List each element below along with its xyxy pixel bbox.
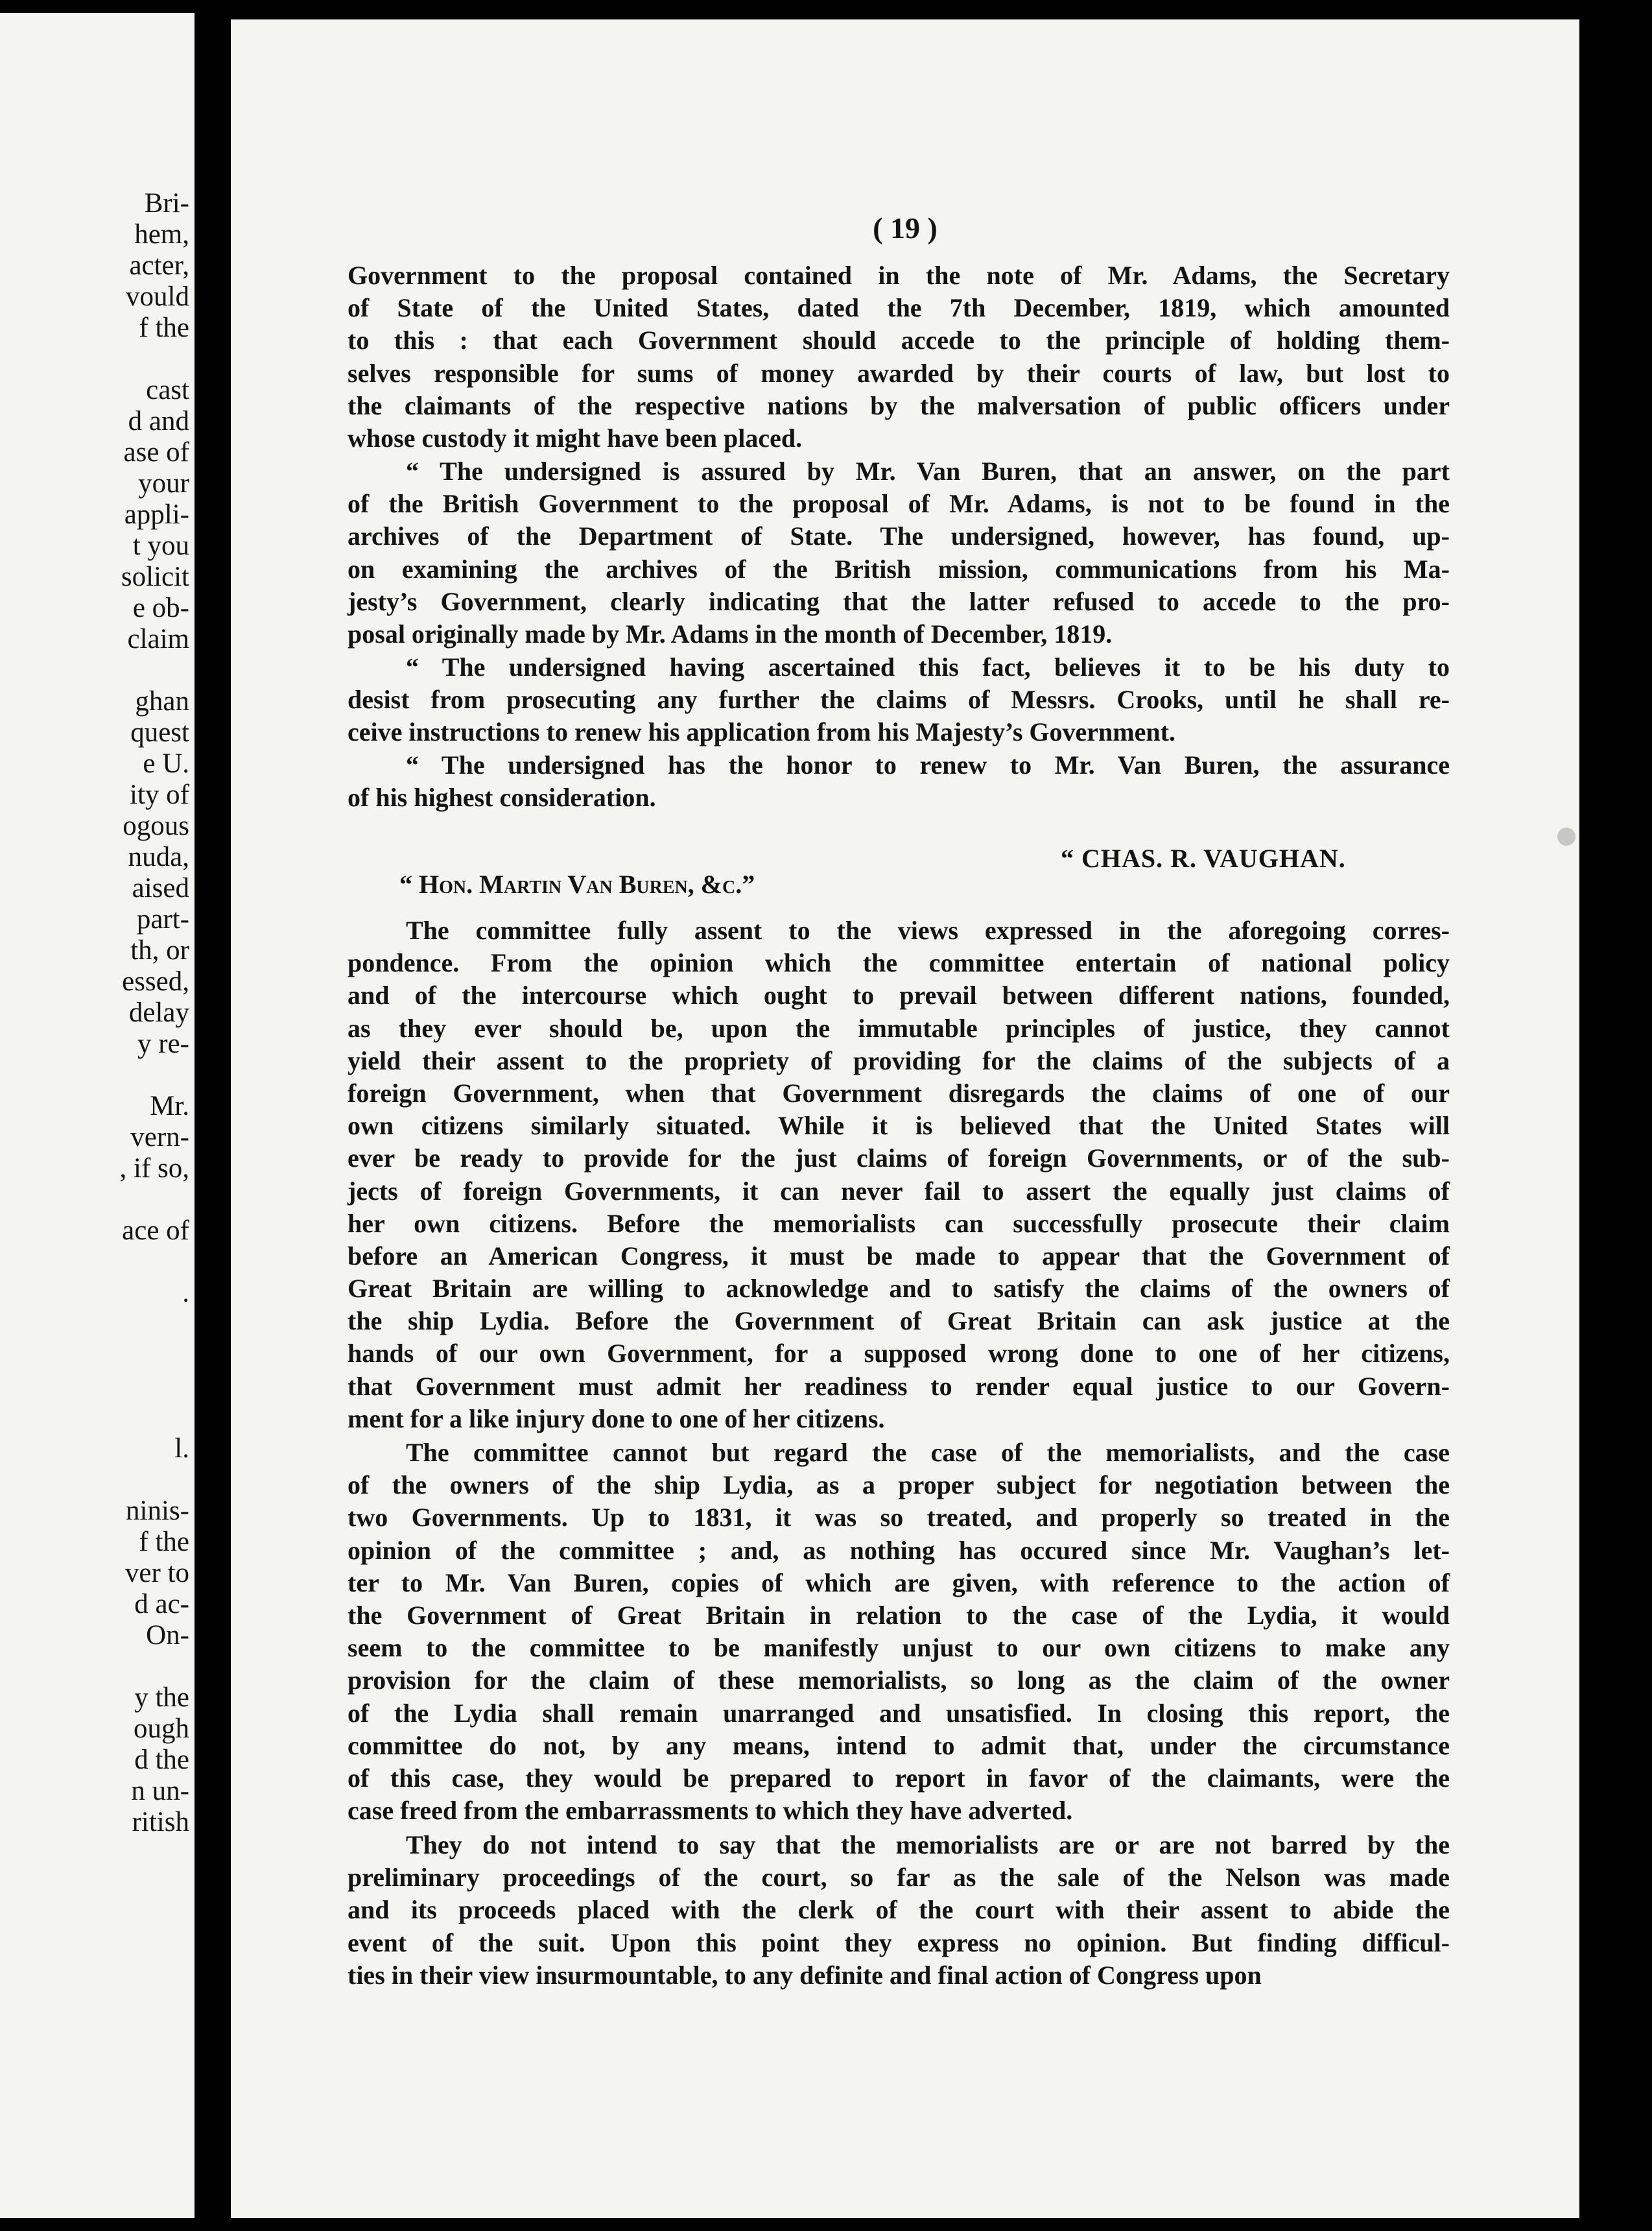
left-fragment-line: acter, [129, 250, 189, 281]
left-fragment-line [0, 1247, 189, 1278]
text-line: as they ever should be, upon the immutable principles of justice, they cannot [348, 1013, 1450, 1043]
left-fragment-line: d the [134, 1745, 189, 1775]
left-fragment-line: e U. [143, 748, 189, 779]
left-fragment-line [0, 1340, 189, 1371]
left-fragment-line: ase of [123, 437, 189, 468]
left-fragment-line [0, 1371, 189, 1402]
left-fragment-line [0, 1309, 189, 1340]
page-gutter [195, 0, 231, 2231]
left-fragment-line: aised [132, 873, 189, 903]
signature: “ CHAS. R. VAUGHAN. [1061, 844, 1346, 873]
addressee: “ Hon. Martin Van Buren, &c.” [399, 870, 755, 899]
left-fragment-line: vern- [130, 1122, 189, 1152]
text-line: two Governments. Up to 1831, it was so treated, and properly so treated in the [348, 1503, 1450, 1533]
left-fragment-line [0, 1651, 189, 1682]
left-fragment-line: ninis- [126, 1496, 189, 1526]
left-fragment-line: your [138, 468, 189, 499]
paragraph-not-barred [348, 1829, 1450, 1992]
left-fragment-line: ough [134, 1713, 189, 1744]
text-line: her own citizens. Before the memorialists can successfully prosecute their claim [348, 1208, 1450, 1238]
left-fragment-line [0, 1060, 189, 1091]
left-fragment-line: solicit [121, 562, 189, 592]
text-line: before an American Congress, it must be made to appear that the Government of [348, 1241, 1450, 1271]
text-line: “ The undersigned having ascertained this fact, believes it to be his duty to [406, 652, 1450, 682]
text-line: pondence. From the opinion which the committee entertain of national policy [348, 948, 1450, 978]
left-fragment-line: claim [127, 624, 189, 654]
text-line: The committee fully assent to the views expressed in the aforegoing corres- [406, 916, 1450, 945]
left-fragment-line: d ac- [134, 1589, 189, 1619]
left-fragment-line: ver to [124, 1558, 189, 1588]
left-fragment-line: t you [132, 531, 189, 561]
text-line: of State of the United States, dated the 7th December, 1819, which amounted [348, 293, 1450, 323]
left-fragment-line: ogous [123, 811, 189, 841]
paragraph-committee-assent [348, 914, 1450, 1435]
paper-speck-icon [1547, 817, 1579, 856]
text-line: preliminary proceedings of the court, so far as the sale of the Nelson was made [348, 1863, 1450, 1892]
left-fragment-line: , if so, [119, 1153, 189, 1184]
left-fragment-line: essed, [122, 966, 189, 997]
text-line: archives of the Department of State. The undersigned, however, has found, up- [348, 521, 1450, 551]
left-fragment-line [0, 1184, 189, 1215]
left-fragment-line: quest [130, 717, 189, 748]
page-number: ( 19 ) [873, 211, 938, 245]
document-page [231, 19, 1579, 2218]
text-line: posal originally made by Mr. Adams in the month of December, 1819. [348, 619, 1113, 649]
text-line: on examining the archives of the British mission, communications from his Ma- [348, 554, 1450, 584]
text-line: of this case, they would be prepared to report in favor of the claimants, were the [348, 1763, 1450, 1793]
left-fragment-line: hem, [134, 219, 189, 250]
text-line: hands of our own Government, for a supposed wrong done to one of her citizens, [348, 1339, 1450, 1368]
text-line: jects of foreign Governments, it can never fail to assert the equally just claims of [348, 1176, 1450, 1206]
left-fragment-line: d and [128, 406, 189, 436]
text-line: ties in their view insurmountable, to any definite and final action of Congress upon [348, 1960, 1262, 1990]
text-line: of the Lydia shall remain unarranged and unsatisfied. In closing this report, the [348, 1698, 1450, 1728]
left-fragment-line [0, 1402, 189, 1433]
text-line: ter to Mr. Van Buren, copies of which are given, with reference to the action of [348, 1568, 1450, 1597]
text-line: that Government must admit her readiness to render equal justice to our Govern- [348, 1371, 1450, 1401]
left-fragment-line: Mr. [150, 1091, 189, 1121]
text-line: whose custody it might have been placed. [348, 423, 803, 453]
text-line: the claimants of the respective nations by the malversation of public officers under [348, 390, 1450, 420]
left-fragment-line: ity of [130, 780, 189, 810]
left-fragment-line: . [182, 1278, 189, 1308]
left-page-text [0, 188, 189, 1838]
text-line: of the owners of the ship Lydia, as a proper subject for negotiation between the [348, 1470, 1450, 1500]
left-fragment-line: ritish [132, 1807, 189, 1837]
left-fragment-line [0, 344, 189, 375]
left-fragment-line: f the [139, 313, 189, 343]
left-fragment-line: part- [136, 904, 189, 935]
left-fragment-line: nuda, [128, 842, 189, 872]
text-line: foreign Government, when that Government disregards the claims of one of our [348, 1078, 1450, 1108]
left-fragment-line: l. [174, 1433, 189, 1464]
text-line: Great Britain are willing to acknowledge and to satisfy the claims of the owners of [348, 1274, 1450, 1304]
left-fragment-line: ace of [122, 1215, 189, 1246]
text-line: yield their assent to the propriety of providing for the claims of the subjects of a [348, 1045, 1450, 1075]
left-fragment-line: delay [128, 997, 189, 1028]
text-line: the ship Lydia. Before the Government of Great Britain can ask justice at the [348, 1306, 1450, 1336]
text-line: of the British Government to the proposal of Mr. Adams, is not to be found in the [348, 489, 1450, 519]
text-line: seem to the committee to be manifestly unjust to our own citizens to make any [348, 1633, 1450, 1663]
left-fragment-line: Bri- [144, 188, 189, 219]
left-fragment-line: ghan [135, 686, 189, 717]
text-line: committee do not, by any means, intend to admit that, under the circumstance [348, 1730, 1450, 1760]
text-line: the Government of Great Britain in relation to the case of the Lydia, it would [348, 1600, 1450, 1630]
paragraph-letter-conclusion [348, 259, 1450, 455]
text-line: desist from prosecuting any further the claims of Messrs. Crooks, until he shall re- [348, 685, 1450, 715]
left-fragment-line: e ob- [132, 593, 189, 623]
text-line: ceive instructions to renew his application from his Majesty’s Government. [348, 717, 1175, 747]
text-line: jesty’s Government, clearly indicating that the latter refused to accede to the pro- [348, 586, 1450, 616]
left-fragment-line: n un- [131, 1776, 189, 1806]
paragraph-closing [348, 749, 1450, 814]
paragraph-van-buren-answer [348, 455, 1450, 650]
text-line: They do not intend to say that the memorialists are or are not barred by the [406, 1830, 1450, 1859]
text-line: opinion of the committee ; and, as nothing has occured since Mr. Vaughan’s let- [348, 1535, 1450, 1565]
text-line: case freed from the embarrassments to which they have adverted. [348, 1796, 1073, 1826]
paragraph-committee-regard [348, 1437, 1450, 1827]
left-fragment-line [0, 655, 189, 686]
text-line: “ The undersigned has the honor to renew to Mr. Van Buren, the assurance [406, 750, 1450, 780]
text-line: of his highest consideration. [348, 783, 656, 813]
left-fragment-line: vould [126, 281, 189, 312]
text-line: and its proceeds placed with the clerk of the court with their assent to abide the [348, 1895, 1450, 1925]
text-line: Government to the proposal contained in the note of Mr. Adams, the Secretary [348, 261, 1450, 290]
text-line: provision for the claim of these memorialists, so long as the claim of the owner [348, 1665, 1450, 1695]
text-line: ment for a like injury done to one of her citizens. [348, 1403, 885, 1433]
left-fragment-line: f the [139, 1527, 189, 1557]
left-fragment-line [0, 1464, 189, 1496]
text-line: “ The undersigned is assured by Mr. Van Buren, that an answer, on the part [406, 457, 1450, 486]
text-line: to this : that each Government should accede to the principle of holding them- [348, 326, 1450, 355]
left-fragment-line: appli- [124, 499, 189, 530]
text-line: selves responsible for sums of money awarded by their courts of law, but lost to [348, 358, 1450, 388]
left-fragment-line: th, or [130, 935, 189, 966]
page-edge [1579, 0, 1652, 2231]
text-line: The committee cannot but regard the case of the memorialists, and the case [406, 1438, 1450, 1467]
left-fragment-line: On- [146, 1620, 189, 1651]
paragraph-desist [348, 651, 1450, 749]
left-fragment-line: y re- [137, 1029, 189, 1059]
text-line: own citizens similarly situated. While it is believed that the United States will [348, 1111, 1450, 1141]
text-line: ever be ready to provide for the just claims of foreign Governments, or of the sub- [348, 1143, 1450, 1173]
text-line: and of the intercourse which ought to prevail between different nations, founded, [348, 981, 1450, 1010]
left-fragment-line: y the [134, 1682, 189, 1713]
text-line: event of the suit. Upon this point they express no opinion. But finding difficul- [348, 1927, 1450, 1957]
left-page-fragment [0, 13, 195, 2218]
left-fragment-line: cast [146, 375, 189, 405]
